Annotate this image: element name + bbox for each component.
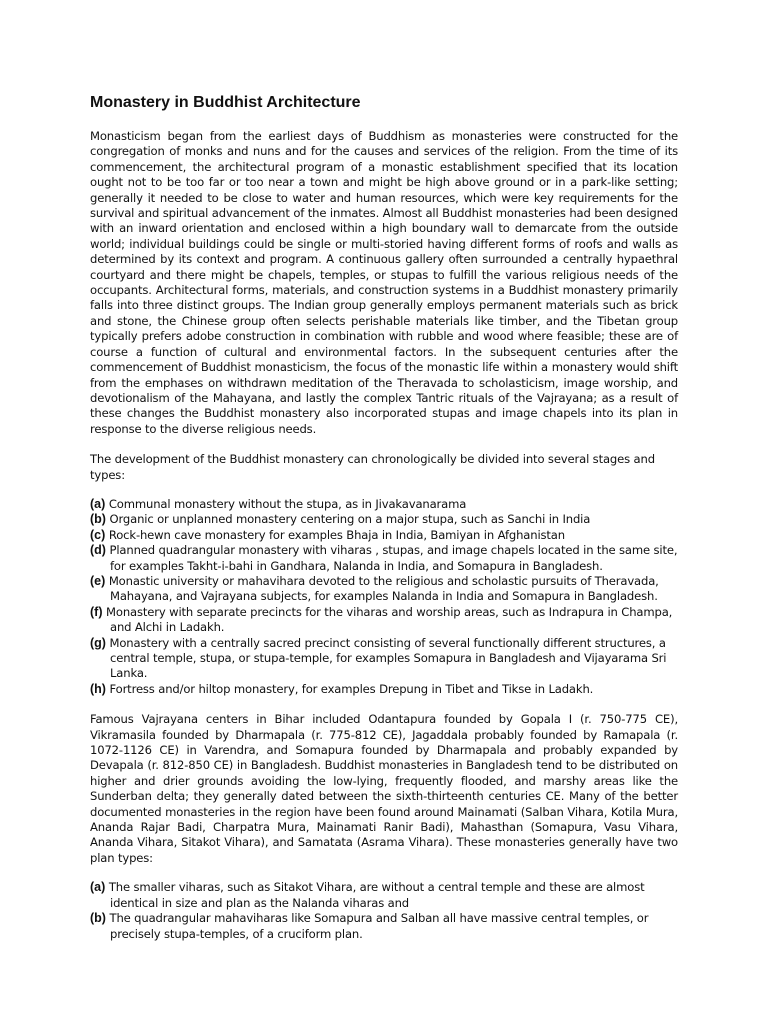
list-marker: (a) [90, 496, 106, 511]
list-item [90, 543, 678, 574]
list-item-text: Monastery with separate precincts for the viharas and worship areas, such as Indrapura in Champa, and Alchi in Ladakh. [106, 604, 673, 635]
list-marker: (d) [90, 543, 106, 558]
plan-types-list [90, 880, 678, 942]
list-item-text: The quadrangular mahaviharas like Somapura and Salban all have massive central temples, or precisely stupa-temples, of a cruciform plan. [109, 911, 649, 941]
list-marker: (b) [90, 512, 106, 527]
list-item [90, 880, 678, 911]
list-item-text: Planned quadrangular monastery with viharas , stupas, and image chapels located in the same site, for examples Takht-i-bahi in Gandhara, Nalanda in India, and Somapura in Bangladesh. [109, 543, 678, 573]
list-marker: (h) [90, 681, 106, 696]
list-item-text: The smaller viharas, such as Sitakot Vihara, are without a central temple and these are almost identical in size and plan as the Nalanda viharas and [108, 880, 645, 910]
list-item-text: Communal monastery without the stupa, as in Jivakavanarama [108, 496, 467, 511]
list-marker: (a) [90, 880, 106, 895]
list-marker: (b) [90, 911, 106, 926]
list-item [90, 512, 678, 527]
document-page [90, 93, 678, 942]
list-marker: (e) [90, 573, 106, 588]
monastery-types-list [90, 497, 678, 697]
page-title: Monastery in Buddhist Architecture [90, 94, 361, 111]
list-item-text: Rock-hewn cave monastery for examples Bhaja in India, Bamiyan in Afghanistan [108, 527, 565, 542]
list-item [90, 911, 678, 942]
list-item-text: Organic or unplanned monastery centering on a major stupa, such as Sanchi in India [109, 512, 591, 527]
intro-paragraph: Monasticism began from the earliest days of Buddhism as monasteries were constructed for the congregation of monks and nuns and for the causes and services of the religion. From the time of its commencement, the architectural program of a monastic establishment specified that its location ought not to be too far or too near a town and might be high above ground or in a park-like setting; generally it needed to be close to water and human resources, which were key requirements for the survival and spiritual advancement of the inmates. Almost all Buddhist monasteries had been designed with an inward orientation and enclosed within a high boundary wall to demarcate from the outside world; individual buildings could be single or multi-storied having different forms of roofs and walls as determined by its context and program. A continuous gallery often surrounded a centrally hypaethral courtyard and there might be chapels, temples, or stupas to fulfill the various religious needs of the occupants. Architectural forms, materials, and construction systems in a Buddhist monastery primarily falls into three distinct groups. The Indian group generally employs permanent materials such as brick and stone, the Chinese group often selects perishable materials like timber, and the Tibetan group typically prefers adobe construction in combination with rubble and wood where feasible; these are of course a function of cultural and environmental factors. In the subsequent centuries after the commencement of Buddhist monasticism, the focus of the monastic life within a monastery would shift from the emphases on withdrawn meditation of the Theravada to scholasticism, image worship, and devotionalism of the Mahayana, and lastly the complex Tantric rituals of the Vajrayana; as a result of these changes the Buddhist monastery also incorporated stupas and image chapels into its plan in response to the diverse religious needs. [90, 129, 678, 436]
list-item [90, 682, 678, 697]
list-item [90, 605, 678, 636]
list-item-text: Monastic university or mahavihara devoted to the religious and scholastic pursuits of Theravada, Mahayana, and Vajrayana subjects, for examples Nalanda in India and Somapura in Bangladesh. [108, 573, 659, 604]
list-item-text: Fortress and/or hiltop monastery, for examples Drepung in Tibet and Tikse in Ladakh. [109, 681, 594, 696]
list-item [90, 574, 678, 605]
list-marker: (f) [90, 604, 103, 619]
list-item [90, 497, 678, 512]
list-item-text: Monastery with a centrally sacred precinct consisting of several functionally different structures, a central temple, stupa, or stupa-temple, for examples Somapura in Bangladesh and Vijayarama Sri Lanka. [109, 635, 667, 681]
development-paragraph: The development of the Buddhist monastery can chronologically be divided into several stages and types: [90, 452, 655, 482]
vajrayana-paragraph: Famous Vajrayana centers in Bihar included Odantapura founded by Gopala I (r. 750-775 CE), Vikramasila founded by Dharmapala (r. 775-812 CE), Jagaddala probably founded by Ramapala (r. 1072-1126 CE) in Varendra, and Somapura founded by Dharmapala and probably expanded by Devapala (r. 812-850 CE) in Bangladesh. Buddhist monasteries in Bangladesh tend to be distributed on higher and drier grounds avoiding the low-lying, frequently flooded, and marshy areas like the Sunderban delta; they generally dated between the sixth-thirteenth centuries CE. Many of the better documented monasteries in the region have been found around Mainamati (Salban Vihara, Kotila Mura, Ananda Rajar Badi, Charpatra Mura, Mainamati Ranir Badi), Mahasthan (Somapura, Vasu Vihara, Ananda Vihara, Sitakot Vihara), and Samatata (Asrama Vihara). These monasteries generally have two plan types: [90, 712, 678, 865]
list-marker: (g) [90, 635, 106, 650]
list-marker: (c) [90, 527, 106, 542]
list-item [90, 528, 678, 543]
list-item [90, 636, 678, 682]
